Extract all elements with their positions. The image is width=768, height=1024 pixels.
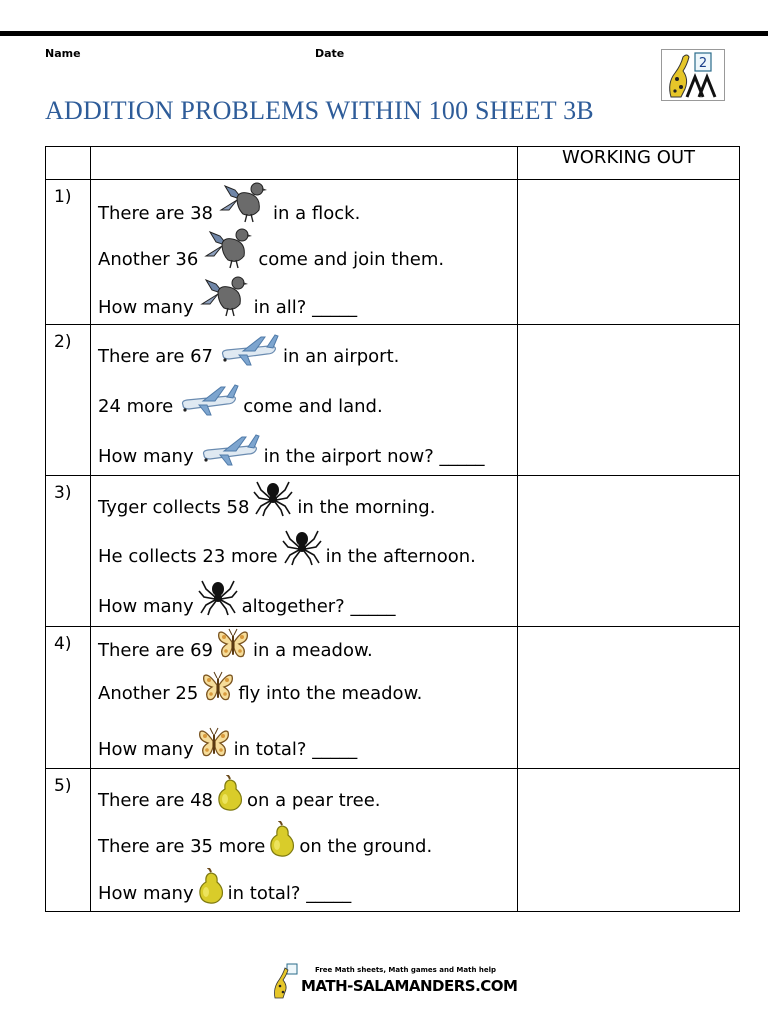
- problem-number-cell: [46, 627, 91, 769]
- problem-text-after: come and land.: [243, 396, 383, 417]
- problem-text-after: in an airport.: [283, 346, 400, 367]
- problem-line: [98, 670, 422, 704]
- spider-icon: [198, 577, 238, 617]
- problem-line: [98, 726, 357, 760]
- spider-icon: [282, 527, 322, 567]
- problem-text-before: Tyger collects 58: [98, 497, 250, 518]
- footer-site: MATH-SALAMANDERS.COM: [301, 977, 518, 995]
- problem-number-cell: [46, 476, 91, 627]
- butterfly-icon: [198, 726, 230, 760]
- working-out-cell: [518, 627, 740, 769]
- problem-question-cell: [91, 476, 518, 627]
- header-question-cell: [91, 147, 518, 180]
- header-number-cell: [46, 147, 91, 180]
- problem-text-after: in the morning.: [297, 497, 436, 518]
- problem-number: 5): [54, 776, 72, 796]
- top-rule: [0, 31, 768, 36]
- problem-number-cell: [46, 180, 91, 325]
- problem-row: [46, 627, 740, 769]
- problem-line: [98, 868, 351, 904]
- name-label: Name: [45, 47, 81, 60]
- pear-icon: [217, 775, 243, 811]
- problem-number: 1): [54, 187, 72, 207]
- problem-row: [46, 769, 740, 912]
- problem-text-before: How many: [98, 739, 194, 760]
- problem-number: 3): [54, 483, 72, 503]
- problem-text-after: in a meadow.: [253, 640, 373, 661]
- problems-table: [45, 146, 740, 912]
- problem-line: [98, 627, 373, 661]
- problem-number: 2): [54, 332, 72, 352]
- problem-text-after: on a pear tree.: [247, 790, 381, 811]
- problem-line: [98, 329, 399, 367]
- problem-number-cell: [46, 769, 91, 912]
- problem-text-before: Another 36: [98, 249, 199, 270]
- problem-text-after: in the afternoon.: [325, 546, 476, 567]
- bird-icon: [217, 180, 269, 224]
- problem-line: [98, 577, 395, 617]
- working-out-cell: [518, 180, 740, 325]
- problem-line: [98, 775, 381, 811]
- butterfly-icon: [202, 670, 234, 704]
- problem-question-cell: [91, 325, 518, 476]
- footer-logo-icon: [271, 962, 301, 1000]
- problem-line: [98, 429, 485, 467]
- page-title: ADDITION PROBLEMS WITHIN 100 SHEET 3B: [45, 96, 594, 125]
- problem-question-cell: [91, 180, 518, 325]
- problem-text-after: fly into the meadow.: [238, 683, 423, 704]
- butterfly-icon: [217, 627, 249, 661]
- problem-number: 4): [54, 634, 72, 654]
- problem-row: [46, 476, 740, 627]
- problem-text-before: How many: [98, 596, 194, 617]
- date-label: Date: [315, 47, 345, 60]
- spider-icon: [253, 478, 293, 518]
- footer-tagline: Free Math sheets, Math games and Math help: [315, 966, 497, 974]
- problem-line: [98, 226, 444, 270]
- working-out-cell: [518, 769, 740, 912]
- problem-line: [98, 527, 476, 567]
- problem-row: [46, 325, 740, 476]
- problem-line: [98, 274, 357, 318]
- problem-text-before: How many: [98, 883, 194, 904]
- problem-text-before: There are 69: [98, 640, 214, 661]
- bird-icon: [202, 226, 254, 270]
- problem-line: [98, 180, 360, 224]
- problem-question-cell: [91, 627, 518, 769]
- airplane-icon: [217, 329, 279, 367]
- working-out-header: WORKING OUT: [518, 147, 740, 180]
- pear-icon: [269, 821, 295, 857]
- problem-text-before: There are 67: [98, 346, 214, 367]
- problem-line: [98, 821, 432, 857]
- problem-text-before: There are 38: [98, 203, 214, 224]
- problem-text-after: come and join them.: [258, 249, 445, 270]
- problem-text-after: in total? _____: [233, 739, 358, 760]
- problem-line: [98, 478, 435, 518]
- table-header-row: [46, 147, 740, 180]
- problem-text-before: How many: [98, 297, 194, 318]
- problem-text-before: There are 48: [98, 790, 214, 811]
- problem-text-after: on the ground.: [299, 836, 433, 857]
- problem-row: [46, 180, 740, 325]
- airplane-icon: [198, 429, 260, 467]
- problem-text-before: He collects 23 more: [98, 546, 278, 567]
- problem-text-before: There are 35 more: [98, 836, 266, 857]
- problem-text-before: How many: [98, 446, 194, 467]
- working-out-cell: [518, 476, 740, 627]
- problem-text-after: in the airport now? _____: [263, 446, 485, 467]
- problem-text-after: in total? _____: [227, 883, 352, 904]
- problem-text-after: altogether? _____: [241, 596, 396, 617]
- salamander-logo: [661, 49, 725, 101]
- bird-icon: [198, 274, 250, 318]
- problem-question-cell: [91, 769, 518, 912]
- pear-icon: [198, 868, 224, 904]
- footer-brand: [271, 962, 518, 1000]
- problem-text-after: in a flock.: [273, 203, 361, 224]
- problem-text-after: in all? _____: [253, 297, 358, 318]
- problem-text-before: 24 more: [98, 396, 174, 417]
- working-out-cell: [518, 325, 740, 476]
- logo-digit: 2: [698, 56, 708, 71]
- airplane-icon: [177, 379, 239, 417]
- problem-text-before: Another 25: [98, 683, 199, 704]
- problem-number-cell: [46, 325, 91, 476]
- problem-line: [98, 379, 383, 417]
